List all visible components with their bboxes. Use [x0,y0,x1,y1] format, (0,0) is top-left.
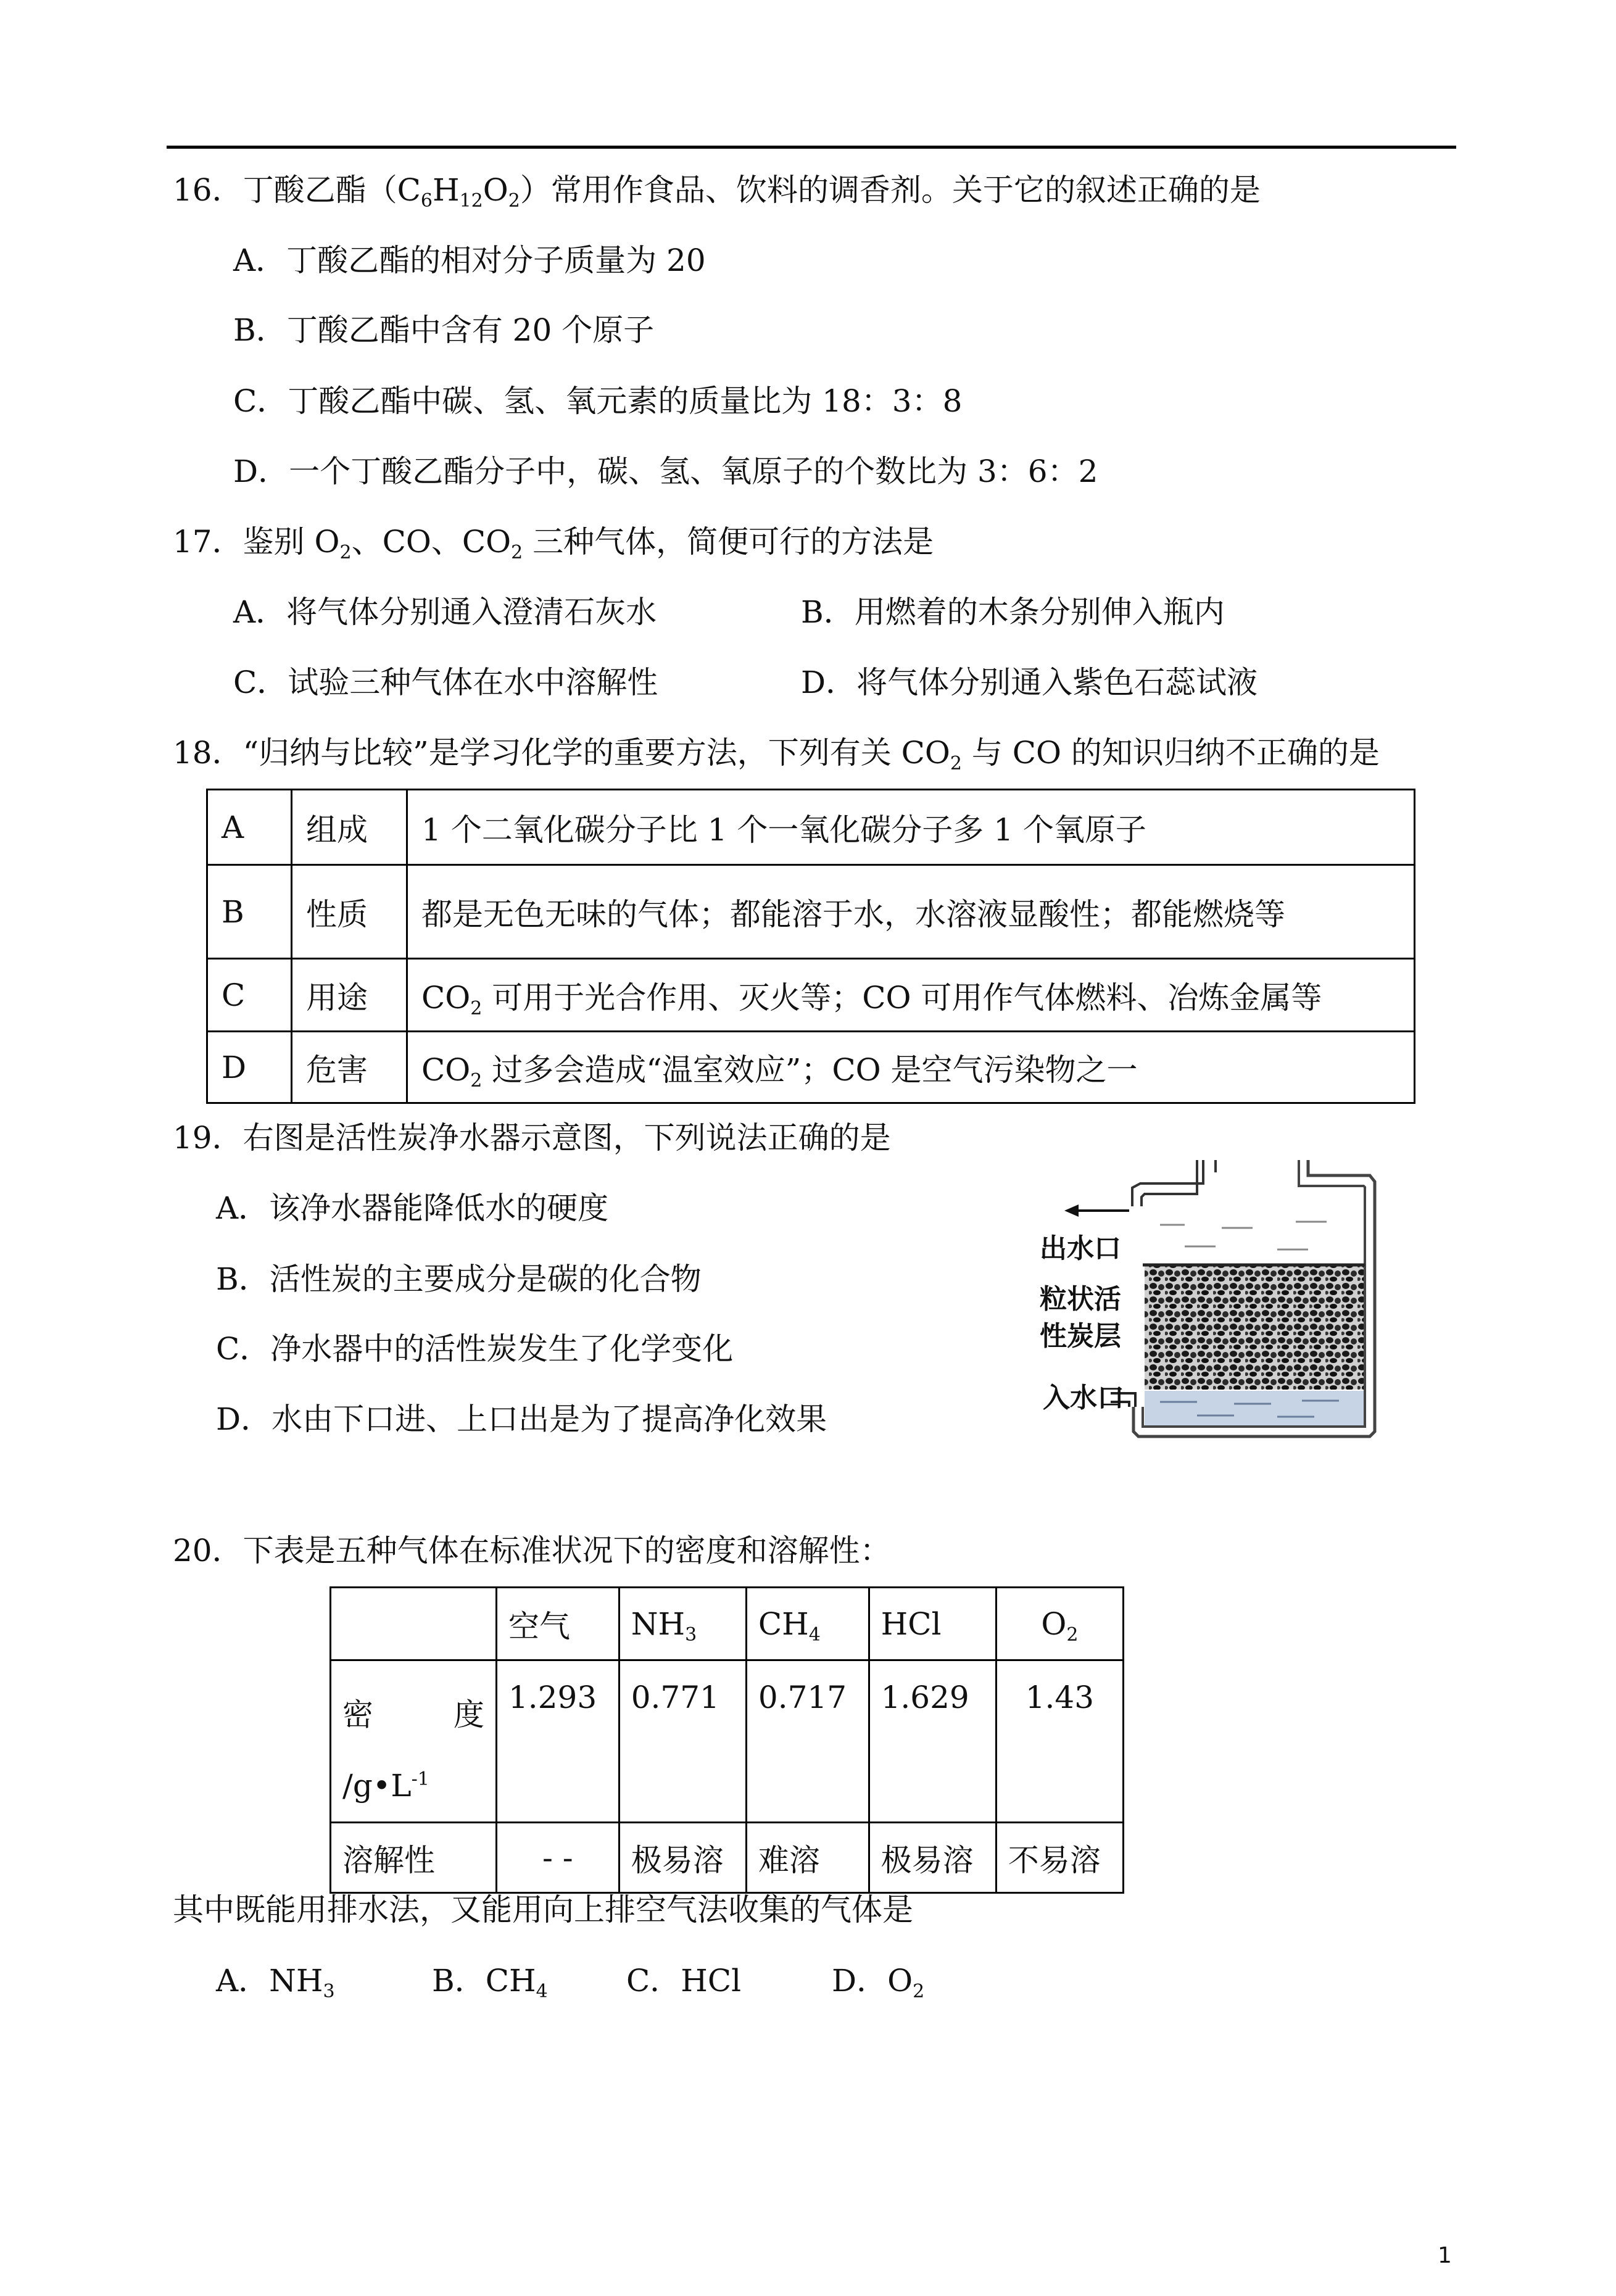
q18-row-text: $CO_2$ 过多会造成“温室效应”；CO 是空气污染物之一 [407,1032,1415,1103]
q16-option-c: C．丁酸乙酯中碳、氢、氧元素的质量比为 18：3：8 [233,383,963,419]
q20-density-hcl: 1.629 [869,1660,996,1823]
q18-row-text: 1 个二氧化碳分子比 1 个一氧化碳分子多 1 个氧原子 [407,790,1415,865]
q18-row-letter: C [207,959,292,1032]
q16-stem: 16．丁酸乙酯$(C_6H_{12}O_2)$常用作食品、饮料的调香剂。关于它的叙述正确的是 [173,172,1261,212]
inlet-label: 入水口 [1043,1382,1124,1414]
q20-option-d: D．$O_2$ [832,1963,925,2002]
carbon-layer-label-1: 粒状活 [1040,1283,1121,1315]
q16-option-b: B．丁酸乙酯中含有 20 个原子 [233,312,655,348]
q20-header-ch4: $CH_4$ [746,1588,869,1660]
q20-option-a: A．$NH_3$ [216,1963,335,2002]
table-row [207,790,1415,865]
q18-row-letter: B [207,865,292,959]
q19-option-d: D．水由下口进、上口出是为了提高净化效果 [216,1401,827,1437]
q17-option-b: B．用燃着的木条分别伸入瓶内 [801,594,1225,630]
carbon-layer-label-2: 性炭层 [1040,1320,1121,1352]
page-number: 1 [1438,2243,1452,2268]
q17-option-a: A．将气体分别通入澄清石灰水 [233,594,657,630]
q19-stem: 19．右图是活性炭净水器示意图，下列说法正确的是 [173,1120,891,1156]
q20-option-c: C．HCl [626,1963,742,1999]
q17-stem: 17．鉴别 $O_2$、CO、$CO_2$ 三种气体，简便可行的方法是 [173,524,934,563]
q16-option-a: A．丁酸乙酯的相对分子质量为 20 [233,242,706,278]
q19-option-b: B．活性炭的主要成分是碳的化合物 [216,1261,702,1297]
q19-option-c: C．净水器中的活性炭发生了化学变化 [216,1331,734,1367]
q18-stem: 18．“归纳与比较”是学习化学的重要方法，下列有关 $CO_2$ 与 CO 的知识归纳不正确的是 [173,735,1380,774]
q18-row-text: 都是无色无味的气体；都能溶于水，水溶液显酸性；都能燃烧等 [407,865,1415,959]
outlet-label: 出水口 [1040,1233,1121,1264]
q20-solubility-label: 溶解性 [331,1823,497,1893]
table-row [331,1588,1124,1660]
q17-option-d: D．将气体分别通入紫色石蕊试液 [801,665,1258,700]
q19-option-a: A．该净水器能降低水的硬度 [216,1190,609,1226]
table-row [207,865,1415,959]
q20-header-o2: $O_2$ [996,1588,1123,1660]
q18-row-topic: 组成 [292,790,407,865]
q20-header-nh3: $NH_3$ [619,1588,746,1660]
q20-density-ch4: 0.717 [746,1660,869,1823]
q20-header-hcl: HCl [869,1588,996,1660]
table-row [207,1032,1415,1103]
header-rule [167,146,1456,149]
q16-option-d: D．一个丁酸乙酯分子中，碳、氢、氧原子的个数比为 3：6：2 [233,454,1098,489]
q20-density-air: 1.293 [497,1660,619,1823]
q20-solubility-ch4: 难溶 [746,1823,869,1893]
q20-table [329,1586,1124,1894]
water-purifier-diagram [1037,1160,1407,1456]
q17-option-c: C．试验三种气体在水中溶解性 [233,665,658,700]
table-row [331,1660,1124,1823]
q18-row-topic: 用途 [292,959,407,1032]
q20-solubility-air: - - [497,1823,619,1893]
q18-row-letter: A [207,790,292,865]
q20-density-nh3: 0.771 [619,1660,746,1823]
q20-density-label: 密 度 $/g•L^{-1}$ [331,1660,497,1823]
q18-row-topic: 性质 [292,865,407,959]
q20-solubility-nh3: 极易溶 [619,1823,746,1893]
q18-row-text: $CO_2$ 可用于光合作用、灭火等；CO 可用作气体燃料、冶炼金属等 [407,959,1415,1032]
q18-table [206,789,1415,1104]
q20-header-air: 空气 [497,1588,619,1660]
q20-corner-cell [331,1588,497,1660]
q20-stem: 20．下表是五种气体在标准状况下的密度和溶解性： [173,1533,891,1569]
q18-row-letter: D [207,1032,292,1103]
q20-follow-text: 其中既能用排水法，又能用向上排空气法收集的气体是 [173,1892,913,1928]
q20-density-o2: 1.43 [996,1660,1123,1823]
table-row [331,1823,1124,1893]
table-row [207,959,1415,1032]
q20-option-b: B．$CH_4$ [432,1963,548,2002]
q20-solubility-o2: 不易溶 [996,1823,1123,1893]
q20-solubility-hcl: 极易溶 [869,1823,996,1893]
q18-row-topic: 危害 [292,1032,407,1103]
